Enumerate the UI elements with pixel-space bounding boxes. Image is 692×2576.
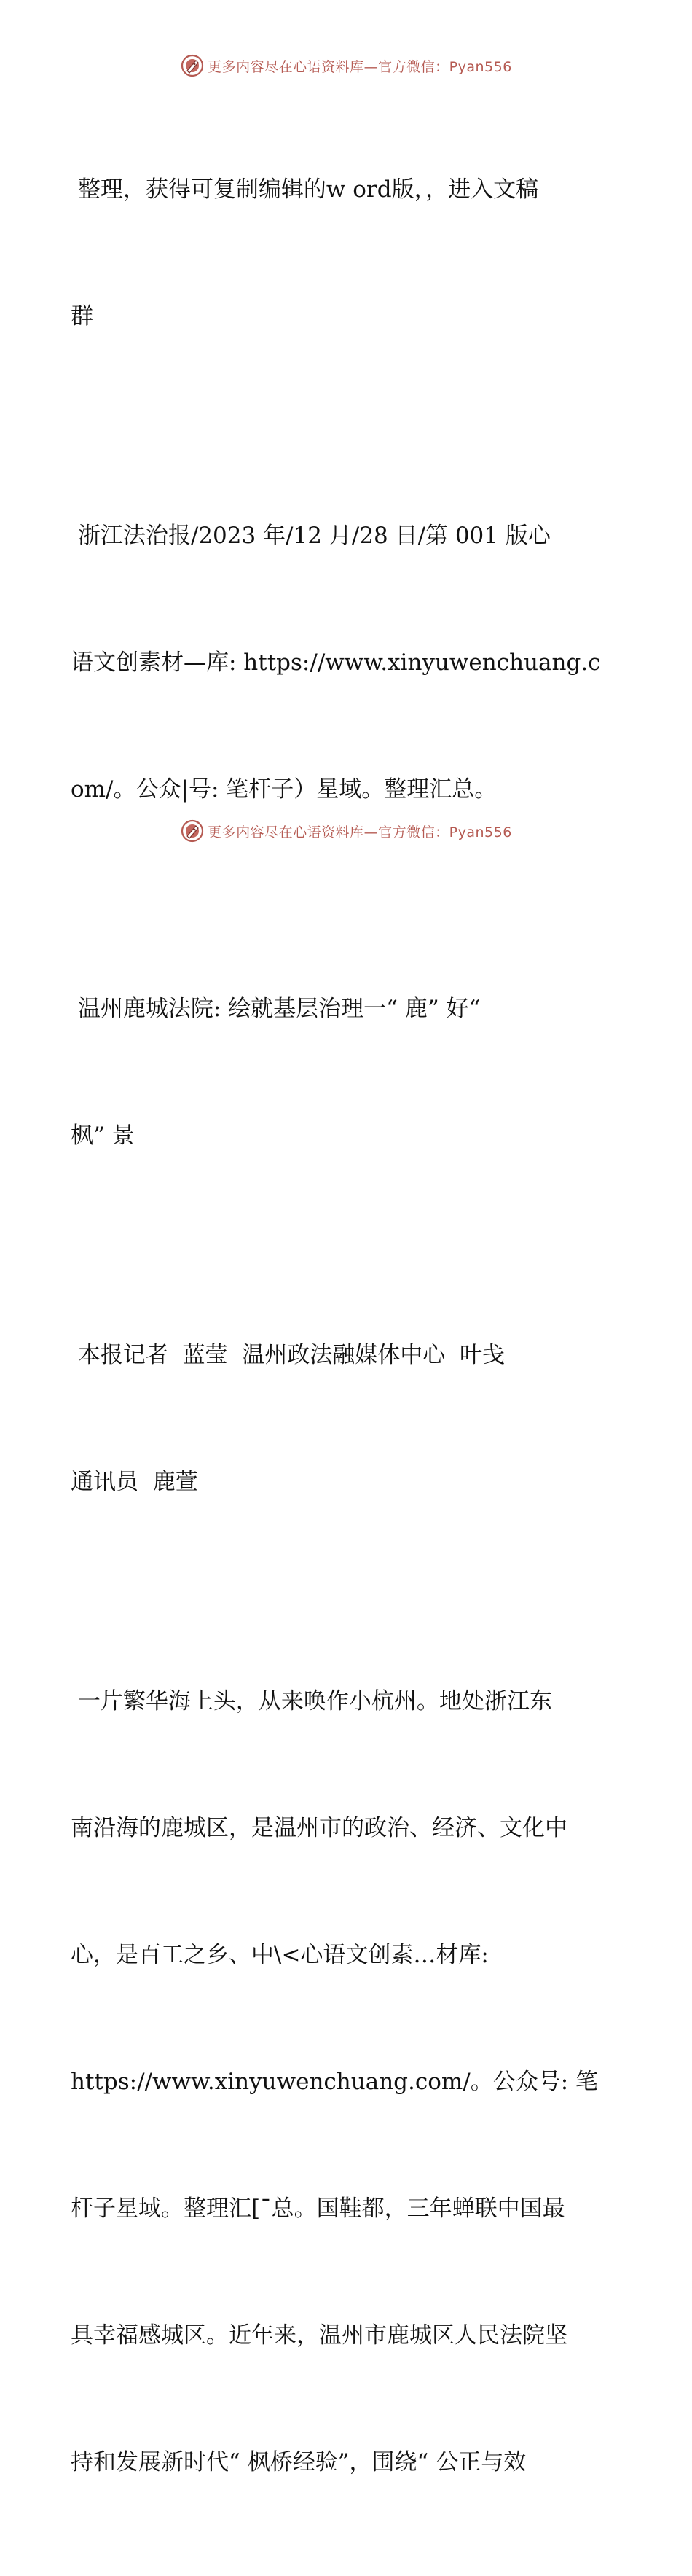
paragraph [71, 84, 624, 422]
text-line: 温州鹿城法院: 绘就基层治理一“ 鹿” 好“ [71, 996, 481, 1022]
text-line: 语文创素材—库: https://www.xinyuwenchuang.c [71, 649, 601, 676]
header-watermark [0, 52, 692, 79]
text-line: om/。公众|号: 笔杆子）星域。整理汇总。 [71, 776, 498, 803]
text-line: 一片繁华海上头，从来唤作小杭州。地处浙江东 [71, 1688, 552, 1714]
watermark-text: 更多内容尽在心语资料库—官方微信：Pyan556 [208, 58, 512, 75]
paragraph-byline [71, 1249, 624, 1588]
text-line: https://www.xinyuwenchuang.com/。公众号: 笔 [71, 2069, 599, 2095]
paragraph-title [71, 903, 624, 1241]
text-line: 枫” 景 [71, 1123, 135, 1149]
text-line: 南沿海的鹿城区，是温州市的政治、经济、文化中 [71, 1815, 567, 1841]
pen-nib-circle-logo-icon [180, 819, 205, 843]
pen-nib-circle-logo-icon [180, 53, 205, 78]
footer-watermark [0, 818, 692, 844]
text-line: 具幸福感城区。近年来，温州市鹿城区人民法院坚 [71, 2322, 567, 2349]
text-line: 杆子星域。整理汇[¯总。国鞋都，三年蝉联中国最 [71, 2196, 565, 2222]
text-line: 群 [71, 303, 93, 329]
text-line: 持和发展新时代“ 枫桥经验”，围绕“ 公正与效 [71, 2449, 527, 2475]
watermark-text: 更多内容尽在心语资料库—官方微信：Pyan556 [208, 824, 512, 840]
text-line: 本报记者 蓝莹 温州政法融媒体中心 叶戋 [71, 1342, 505, 1368]
text-line: 通讯员 鹿萱 [71, 1469, 198, 1495]
paragraph [71, 1596, 624, 2568]
text-line: 整理，获得可复制编辑的w ord版，，进入文稿 [71, 176, 539, 203]
text-line: 心，是百工之乡、中\<心语文创素…材库: [71, 1942, 489, 1968]
document-body [71, 84, 624, 2576]
text-line: 浙江法治报/2023 年/12 月/28 日/第 001 版心 [71, 523, 551, 549]
